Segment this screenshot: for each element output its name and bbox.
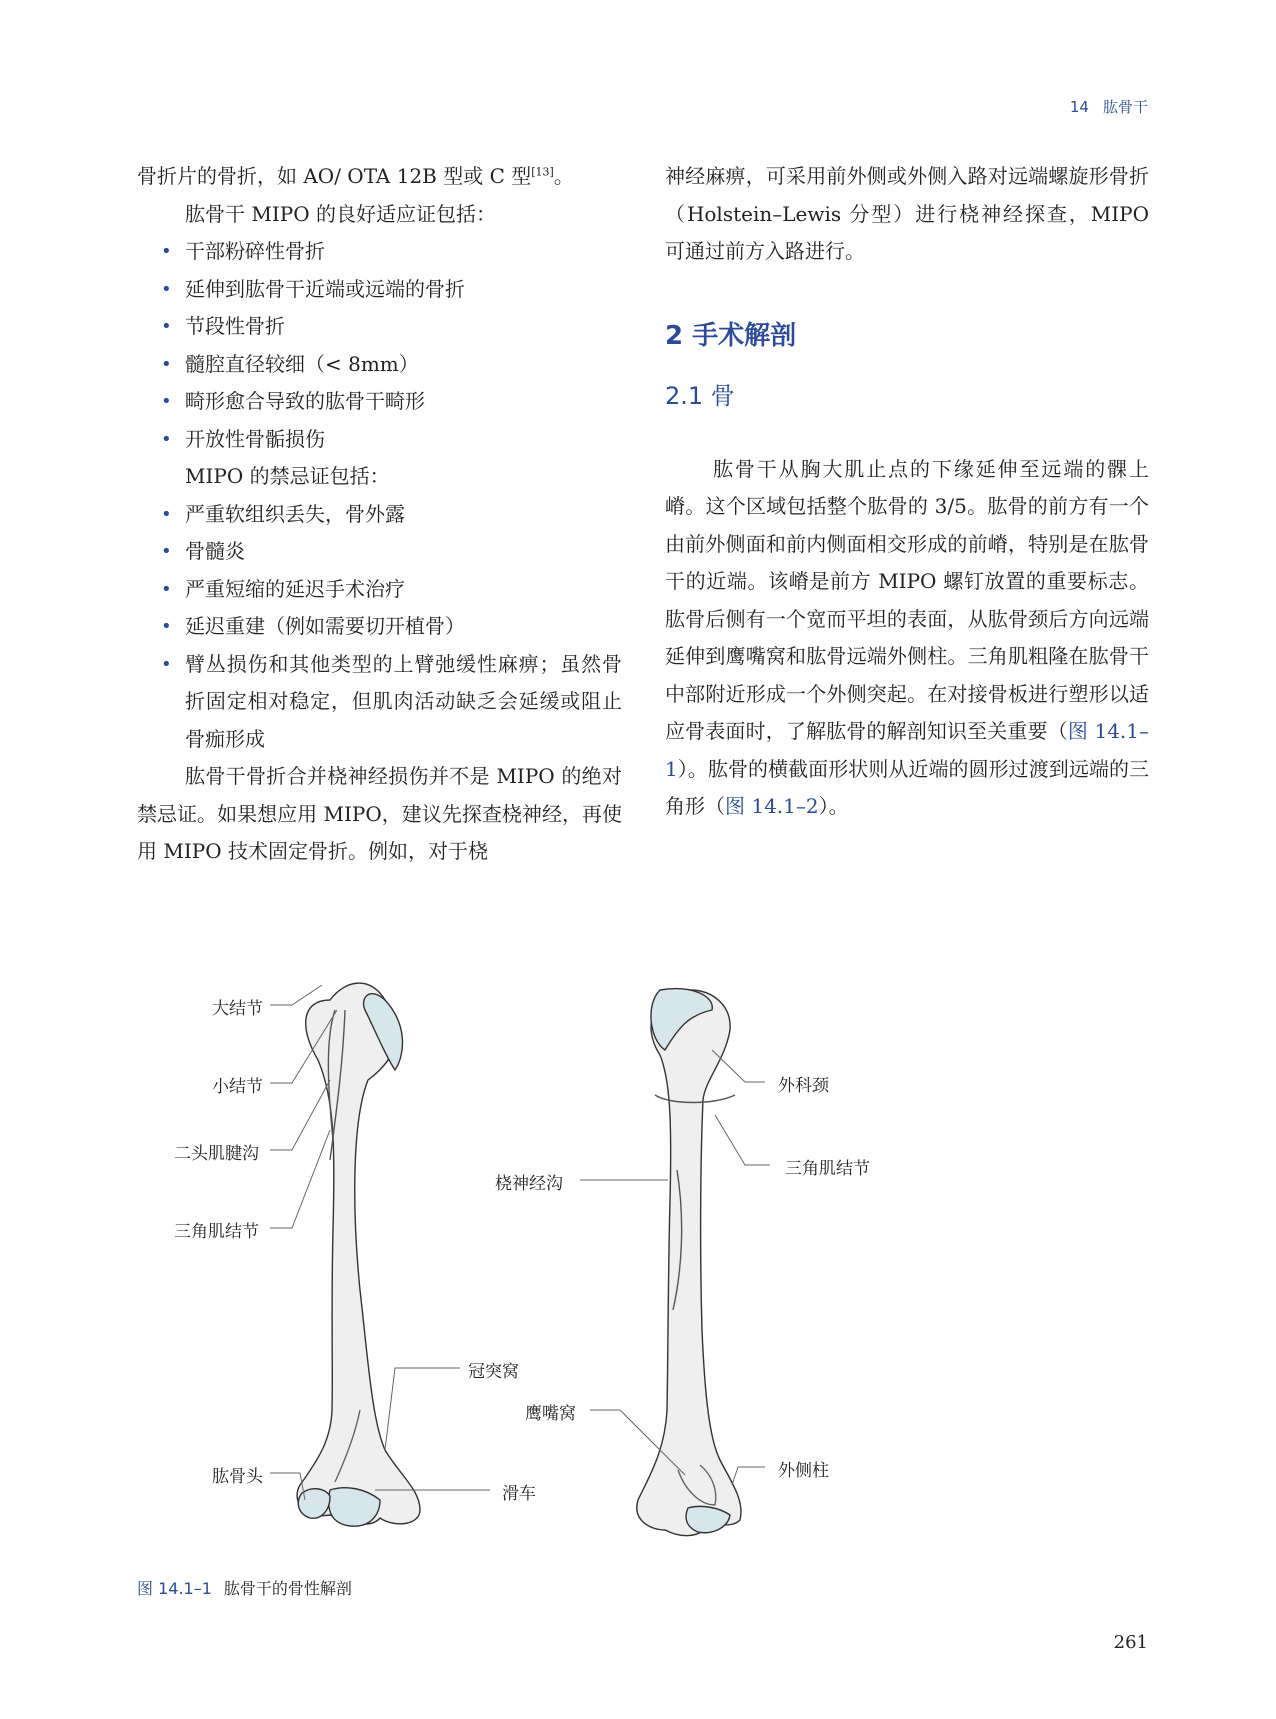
- bullet-icon: •: [161, 616, 172, 637]
- list-item-text: 严重短缩的延迟手术治疗: [185, 576, 405, 601]
- label-lesser-tubercle: 小结节: [212, 1077, 263, 1097]
- bullet-icon: •: [161, 503, 172, 525]
- label-coronoid-fossa: 冠突窝: [468, 1362, 519, 1382]
- list-item-text: 臂丛损伤和其他类型的上臂弛缓性麻痹；虽然骨折固定相对稳定，但肌肉活动缺乏会延缓或阻止骨痂形成: [185, 651, 622, 751]
- paragraph-text: ）。肱骨的横截面形状则从近端的圆形过渡到远端的三角形（: [665, 756, 1149, 818]
- bullet-icon: •: [161, 578, 172, 600]
- paragraph-text: ）。: [818, 794, 849, 818]
- leader-deltoid-right: [715, 1115, 770, 1165]
- label-capitulum: 肱骨头: [212, 1467, 263, 1487]
- label-greater-tubercle: 大结节: [212, 999, 263, 1019]
- list-item: [137, 571, 622, 609]
- bullet-icon: •: [161, 278, 172, 300]
- bullet-icon: •: [161, 241, 172, 262]
- figure-caption-text: 肱骨干的骨性解剖: [223, 1579, 352, 1598]
- list-item-text: 畸形愈合导致的肱骨干畸形: [185, 389, 425, 413]
- figure-number: 图 14.1–1: [137, 1579, 212, 1598]
- paragraph-text: 肱骨干从胸大肌止点的下缘延伸至远端的髁上嵴。这个区域包括整个肱骨的 3/5。肱骨的前方有一个由前外侧面和前内侧面相交形成的前嵴，特别是在肱骨干的近端。该嵴是前方 MIPO 螺钉放置的重要标志。肱骨后侧有一个宽而平坦的表面，从肱骨颈后方向远端延伸到鹰嘴窝和肱骨远端外侧柱。三角肌粗隆在肱骨干中部附近形成一个外侧突起。在对接骨板进行塑形以适应骨表面时，了解肱骨的解剖知识至关重要（: [665, 456, 1149, 743]
- label-bicipital-groove: 二头肌腱沟: [174, 1144, 259, 1164]
- list-item: [137, 346, 622, 384]
- posterior-humerus-outline: [637, 990, 741, 1536]
- section-heading: 2 手术解剖: [665, 320, 797, 351]
- chapter-title: 肱骨干: [1102, 98, 1148, 116]
- anterior-humerus-outline: [297, 983, 420, 1524]
- list-item-text: 开放性骨骺损伤: [185, 426, 325, 451]
- label-olecranon-fossa: 鹰嘴窝: [525, 1404, 576, 1424]
- list-item-text: 严重软组织丢失，骨外露: [185, 501, 405, 526]
- leader-greater-tubercle: [270, 985, 322, 1005]
- paragraph: [665, 451, 1149, 826]
- left-column: [137, 158, 622, 871]
- citation-ref[interactable]: [13]: [531, 165, 554, 179]
- humerus-figure: [0, 930, 1276, 1570]
- figure-ref-link[interactable]: 图 14.1–2: [725, 794, 819, 818]
- chapter-number: 14: [1069, 98, 1089, 116]
- paragraph-text: 。: [553, 164, 574, 188]
- paragraph: 肱骨干骨折合并桡神经损伤并不是 MIPO 的绝对禁忌证。如果想应用 MIPO，建议先探查桡神经，再使用 MIPO 技术固定骨折。例如，对于桡: [137, 764, 622, 863]
- paragraph: MIPO 的禁忌证包括：: [185, 464, 390, 488]
- list-item: [137, 533, 622, 571]
- list-item-text: 节段性骨折: [185, 314, 285, 338]
- list-item: [137, 421, 622, 459]
- paragraph: 神经麻痹，可采用前外侧或外侧入路对远端螺旋形骨折（Holstein–Lewis 分型）进行桡神经探查，MIPO 可通过前方入路进行。: [665, 164, 1149, 263]
- right-column: [665, 158, 1149, 826]
- subsection-heading: 2.1 骨: [665, 381, 735, 410]
- label-deltoid-tuberosity-right: 三角肌结节: [785, 1159, 870, 1179]
- list-item: [137, 383, 622, 421]
- paragraph: [137, 158, 622, 196]
- label-trochlea: 滑车: [502, 1484, 536, 1504]
- label-radial-groove: 桡神经沟: [495, 1174, 563, 1194]
- running-header: [1070, 96, 1148, 117]
- indications-list: [137, 233, 622, 458]
- list-item-text: 干部粉碎性骨折: [185, 239, 325, 263]
- list-item: [137, 233, 622, 271]
- humerus-illustration: [0, 930, 1276, 1570]
- posterior-humerus-view: [637, 989, 741, 1536]
- figure-caption: [137, 1576, 352, 1599]
- list-item-text: 骨髓炎: [185, 539, 245, 563]
- list-item: [137, 308, 622, 346]
- leader-deltoid-left: [270, 1130, 330, 1228]
- list-item: [137, 271, 622, 309]
- figure-ref-link[interactable]: 图 14.1–1: [665, 719, 1149, 781]
- list-item-text: 延迟重建（例如需要切开植骨）: [185, 614, 465, 638]
- page-number: 261: [1113, 1632, 1148, 1653]
- label-lateral-column: 外侧柱: [778, 1461, 829, 1481]
- list-item: [137, 496, 622, 534]
- bullet-icon: •: [161, 541, 172, 562]
- paragraph-text: 骨折片的骨折，如 AO/ OTA 12B 型或 C 型: [137, 164, 532, 188]
- bullet-icon: •: [161, 316, 172, 337]
- bullet-icon: •: [161, 428, 172, 450]
- list-item: [137, 608, 622, 646]
- leader-lateral-column: [732, 1467, 765, 1485]
- label-surgical-neck: 外科颈: [778, 1076, 829, 1096]
- leader-bicipital-groove: [270, 1080, 330, 1150]
- contraindications-list: [137, 496, 622, 759]
- label-deltoid-tuberosity-left: 三角肌结节: [174, 1222, 259, 1242]
- leader-coronoid-fossa: [385, 1368, 460, 1450]
- paragraph: 肱骨干 MIPO 的良好适应证包括：: [185, 201, 496, 226]
- bullet-icon: •: [161, 353, 172, 375]
- bullet-icon: •: [161, 653, 172, 675]
- list-item-text: 延伸到肱骨干近端或远端的骨折: [185, 276, 465, 301]
- bullet-icon: •: [161, 391, 172, 412]
- list-item-text: 髓腔直径较细（< 8mm）: [185, 351, 419, 376]
- anterior-humerus-view: [297, 983, 420, 1526]
- list-item: [137, 646, 622, 759]
